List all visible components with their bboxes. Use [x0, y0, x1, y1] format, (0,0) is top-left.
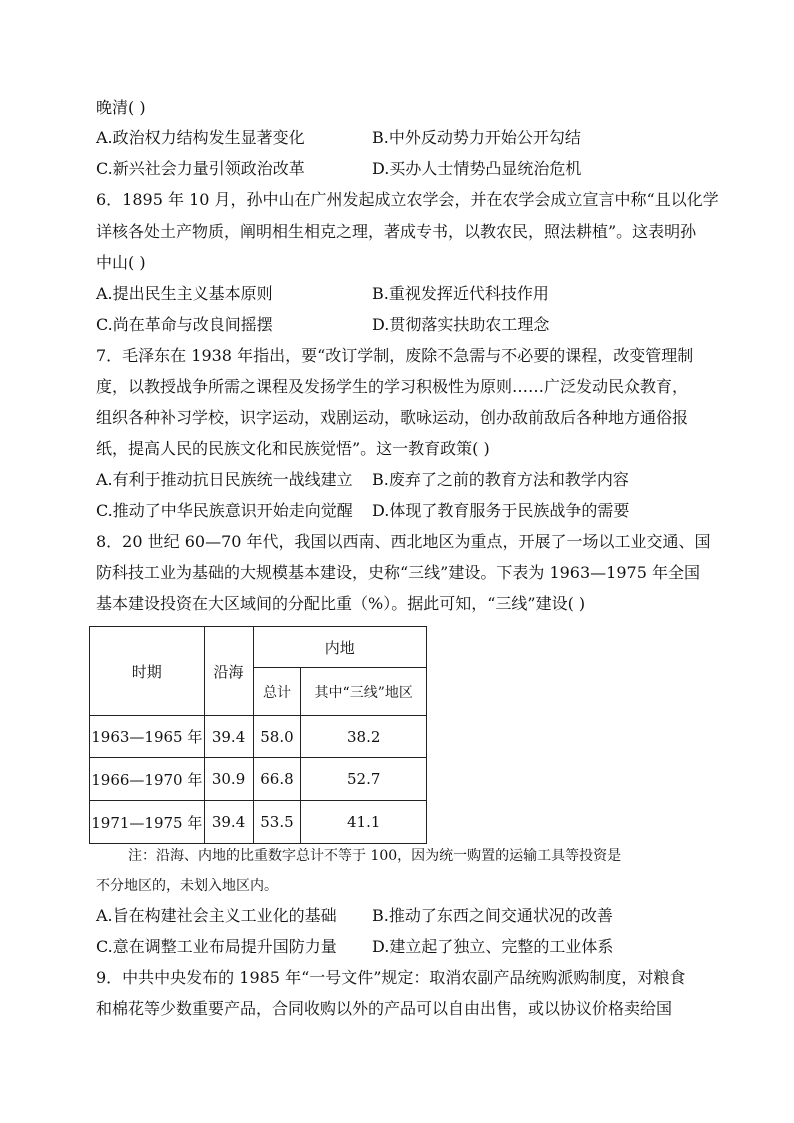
table-row — [90, 758, 427, 801]
cell-coastal: 30.9 — [204, 758, 253, 801]
cell-third-front: 52.7 — [301, 758, 427, 801]
table-row — [90, 801, 427, 844]
cell-coastal: 39.4 — [204, 716, 253, 758]
question-7-line-2: 度，以教授战争所需之课程及发扬学生的学习积极性为原则……广泛发动民众教育， — [96, 377, 689, 396]
cell-third-front: 38.2 — [301, 716, 427, 758]
q7-option-a: A.有利于推动抗日民族统一战线建立 — [96, 470, 353, 489]
question-7-line-4: 纸，提高人民的民族文化和民族觉悟”。这一教育政策( ) — [96, 439, 490, 458]
question-7-line-3: 组织各种补习学校，识字运动，戏剧运动，歌咏运动，创办敌前敌后各种地方通俗报 — [96, 408, 689, 427]
table-note-line-2: 不分地区的，未划入地区内。 — [96, 878, 278, 894]
header-coastal: 沿海 — [204, 627, 253, 716]
cell-total: 58.0 — [253, 716, 301, 758]
q8-option-d: D.建立起了独立、完整的工业体系 — [372, 937, 614, 956]
question-8-line-2: 防科技工业为基础的大规模基本建设，史称“三线”建设。下表为 1963—1975 年全国 — [96, 563, 700, 582]
q8-option-a: A.旨在构建社会主义工业化的基础 — [96, 906, 337, 925]
q6-option-b: B.重视发挥近代科技作用 — [372, 284, 549, 303]
question-6-line-2: 详核各处土产物质，阐明相生相克之理，著成专书，以教农民，照法耕植”。这表明孙 — [96, 222, 697, 241]
cell-period: 1963—1965 年 — [90, 716, 205, 758]
cell-total: 53.5 — [253, 801, 301, 844]
q5-option-d: D.买办人士情势凸显统治危机 — [372, 159, 582, 178]
header-inland: 内地 — [253, 627, 426, 668]
q5-option-b: B.中外反动势力开始公开勾结 — [372, 128, 581, 147]
q5-option-c: C.新兴社会力量引领政治改革 — [96, 159, 305, 178]
q5-option-a: A.政治权力结构发生显著变化 — [96, 128, 305, 147]
question-9-line-2: 和棉花等少数重要产品，合同收购以外的产品可以自由出售，或以协议价格卖给国 — [96, 999, 673, 1018]
cell-total: 66.8 — [253, 758, 301, 801]
cell-third-front: 41.1 — [301, 801, 427, 844]
cell-period: 1971—1975 年 — [90, 801, 205, 844]
header-period: 时期 — [90, 627, 205, 716]
q7-option-b: B.废弃了之前的教育方法和教学内容 — [372, 470, 629, 489]
table-note-line-1: 注：沿海、内地的比重数字总计不等于 100，因为统一购置的运输工具等投资是 — [128, 848, 622, 864]
q8-option-c: C.意在调整工业布局提升国防力量 — [96, 937, 337, 956]
question-9-line-1: 9．中共中央发布的 1985 年“一号文件”规定：取消农副产品统购派购制度，对粮食 — [96, 968, 686, 987]
q7-option-c: C.推动了中华民族意识开始走向觉醒 — [96, 501, 353, 520]
q6-option-d: D.贯彻落实扶助农工理念 — [372, 315, 550, 334]
question-5-tail: 晚清( ) — [96, 98, 146, 117]
question-6-line-1: 6．1895 年 10 月，孙中山在广州发起成立农学会，并在农学会成立宣言中称“且以化学 — [96, 190, 719, 209]
question-7-line-1: 7．毛泽东在 1938 年指出，要“改订学制，废除不急需与不必要的课程，改变管理制 — [96, 346, 694, 365]
q8-option-b: B.推动了东西之间交通状况的改善 — [372, 906, 613, 925]
table-row — [90, 716, 427, 758]
question-6-line-3: 中山( ) — [96, 253, 146, 272]
q7-option-d: D.体现了教育服务于民族战争的需要 — [372, 501, 630, 520]
q6-option-c: C.尚在革命与改良间摇摆 — [96, 315, 273, 334]
question-8-line-1: 8．20 世纪 60—70 年代，我国以西南、西北地区为重点，开展了一场以工业交通、国 — [96, 532, 711, 551]
cell-coastal: 39.4 — [204, 801, 253, 844]
cell-period: 1966—1970 年 — [90, 758, 205, 801]
header-total: 总计 — [253, 668, 301, 716]
investment-table — [89, 626, 427, 844]
q6-option-a: A.提出民生主义基本原则 — [96, 284, 273, 303]
question-8-line-3: 基本建设投资在大区域间的分配比重（%）。据此可知，“三线”建设( ) — [96, 594, 586, 613]
header-third-front: 其中“三线”地区 — [301, 668, 427, 716]
